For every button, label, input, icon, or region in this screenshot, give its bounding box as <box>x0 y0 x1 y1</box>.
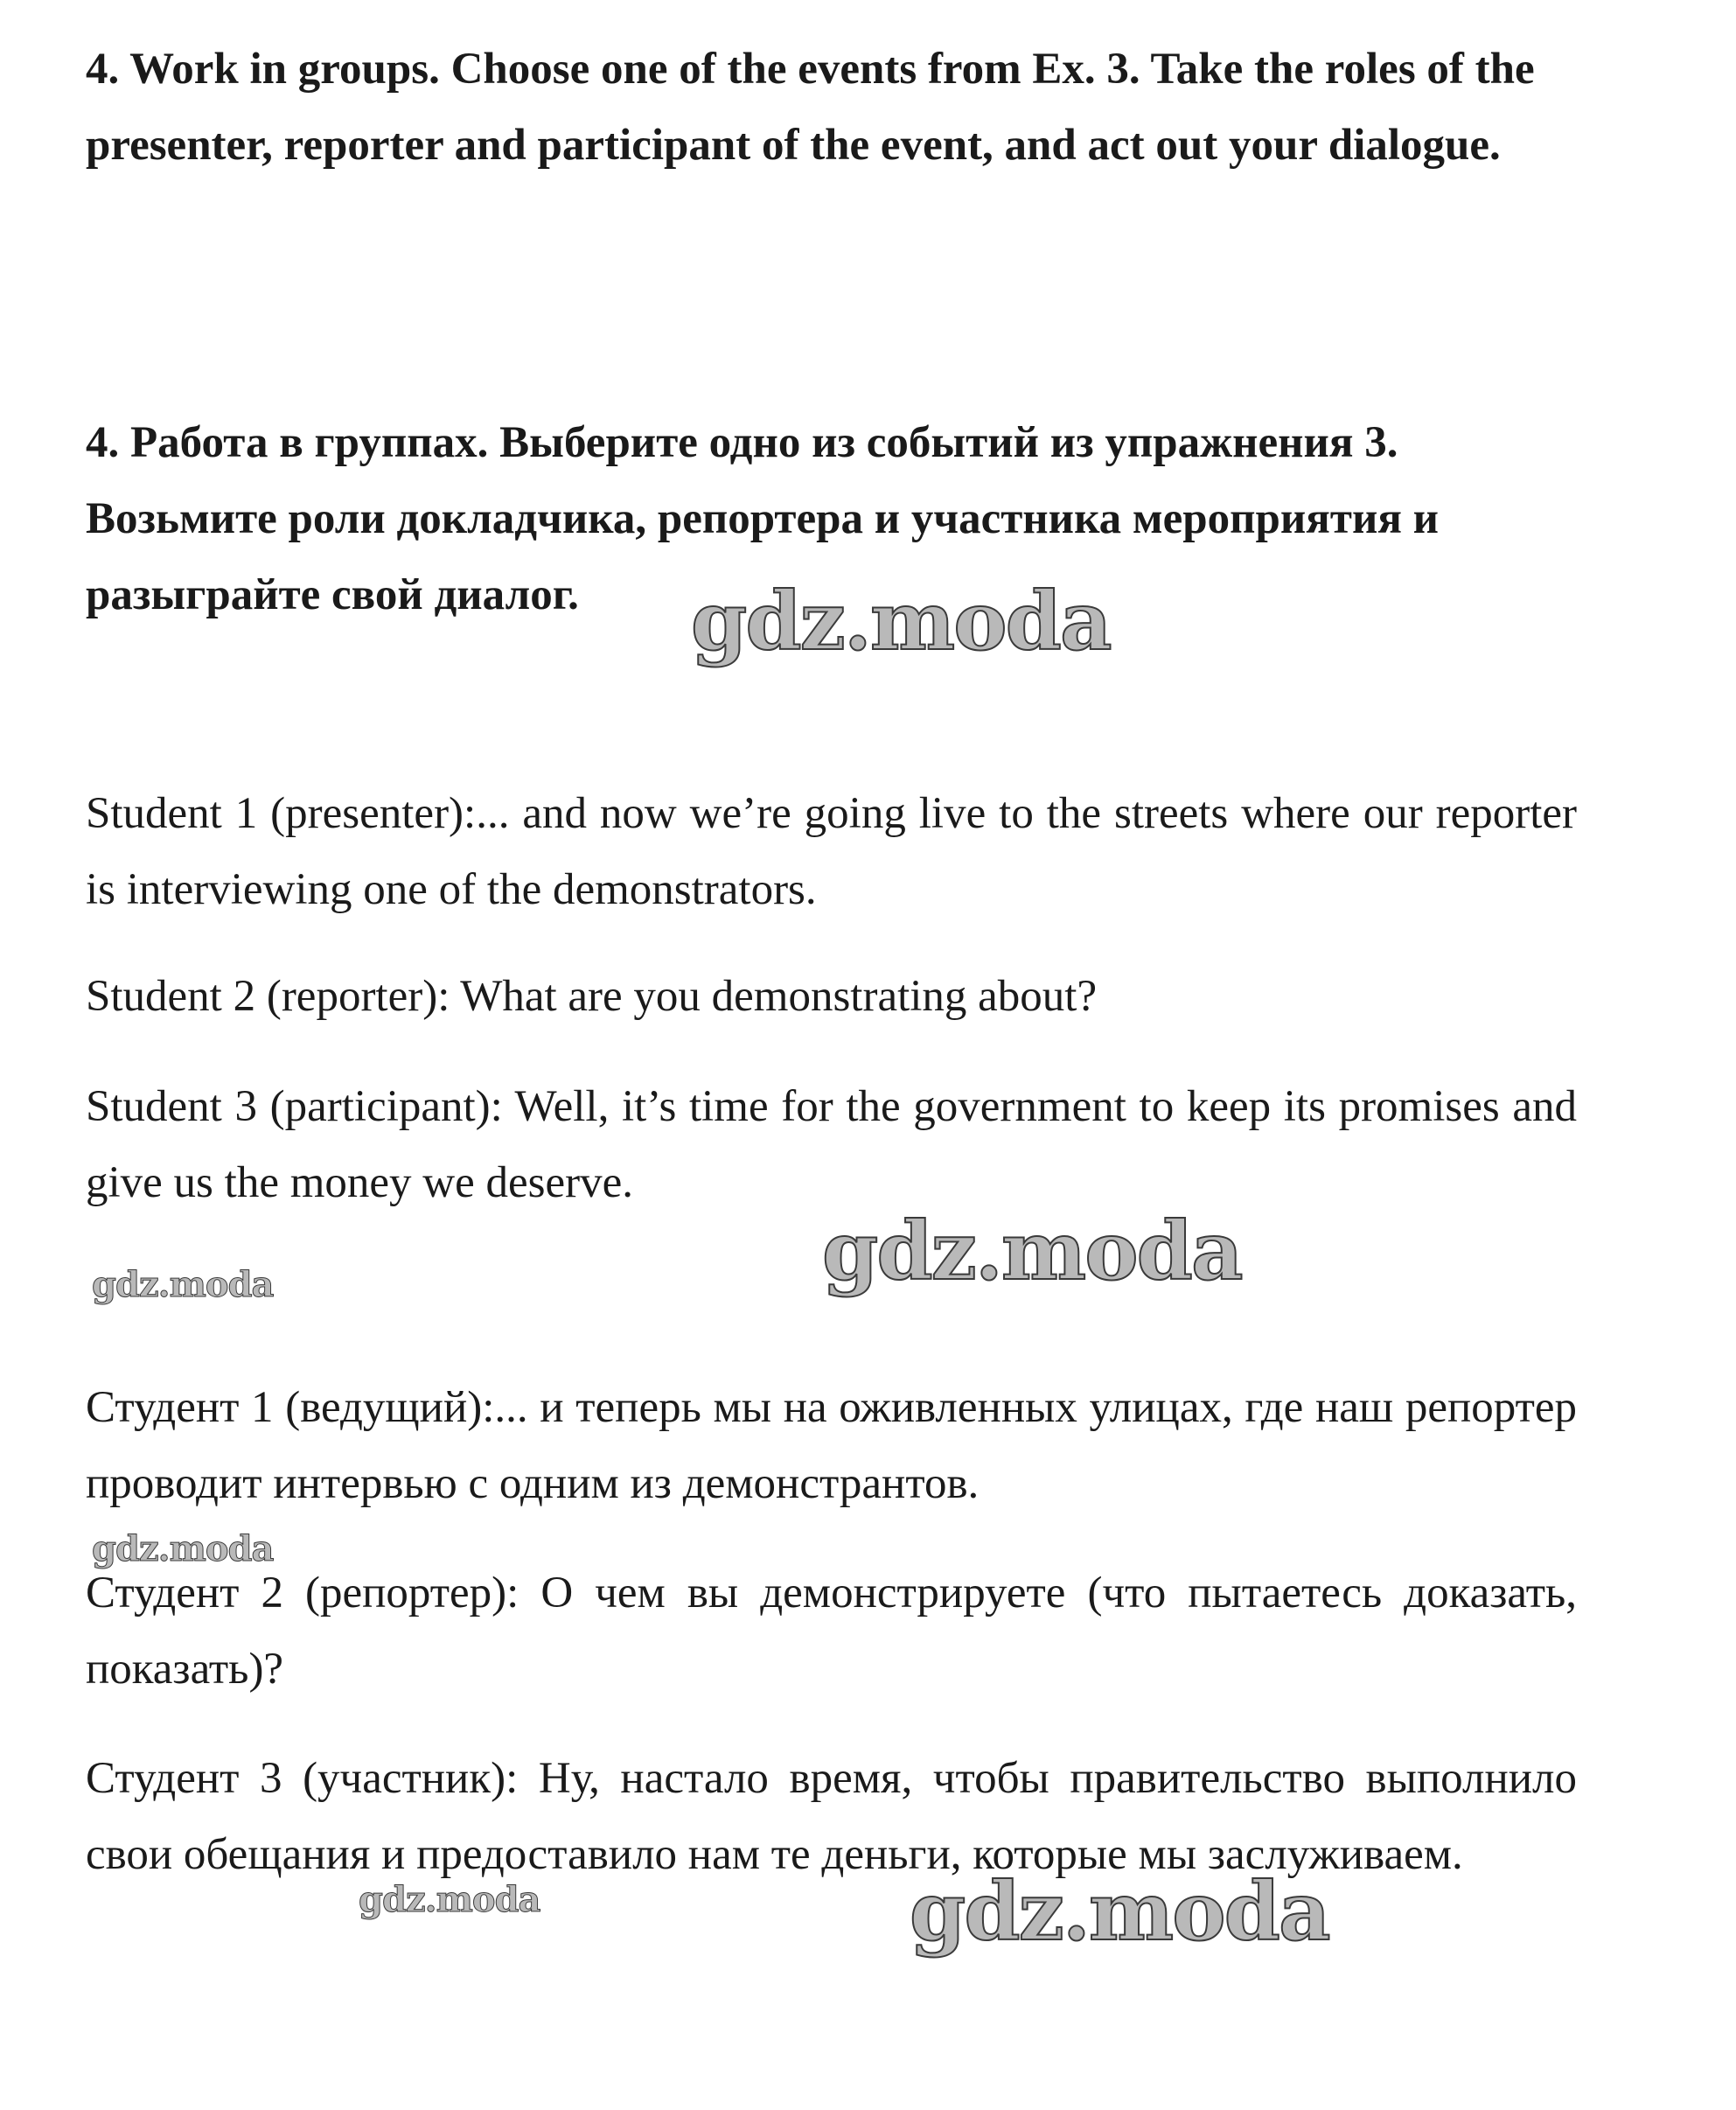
watermark-logo: gdz.moda <box>910 1864 1329 1959</box>
watermark-logo: gdz.moda <box>822 1204 1242 1298</box>
dialogue-ru-line-3: Студент 3 (участник): Ну, настало время, чтобы правительство выполнило свои обещания и предоставило нам те деньги, которые мы заслуживаем. <box>86 1754 1577 1879</box>
dialogue-en-line-3: Student 3 (participant): Well, it’s time for the government to keep its promises and give us the money we deserve. <box>86 1082 1577 1207</box>
dialogue-en-line-2: Student 2 (reporter): What are you demonstrating about? <box>86 972 1098 1021</box>
watermark-logo: gdz.moda <box>691 574 1111 668</box>
watermark-logo: gdz.moda <box>359 1879 540 1920</box>
watermark-logo: gdz.moda <box>92 1528 274 1569</box>
task-russian: 4. Работа в группах. Выберите одно из событий из упражнения 3. Возьмите роли докладчика, репортера и участника мероприятия и разыграйте свой диалог. <box>86 418 1440 619</box>
watermark-logo: gdz.moda <box>92 1264 274 1305</box>
task-english: 4. Work in groups. Choose one of the events from Ex. 3. Take the roles of the presenter, reporter and participant of the event, and act out your dialogue. <box>86 45 1535 170</box>
dialogue-en-line-1: Student 1 (presenter):... and now we’re going live to the streets where our reporter is interviewing one of the demonstrators. <box>86 789 1577 914</box>
dialogue-ru-line-1: Студент 1 (ведущий):... и теперь мы на оживленных улицах, где наш репортер проводит интервью с одним из демонстрантов. <box>86 1383 1577 1508</box>
dialogue-ru-line-2: Студент 2 (репортер): О чем вы демонстрируете (что пытаетесь доказать, показать)? <box>86 1569 1577 1694</box>
